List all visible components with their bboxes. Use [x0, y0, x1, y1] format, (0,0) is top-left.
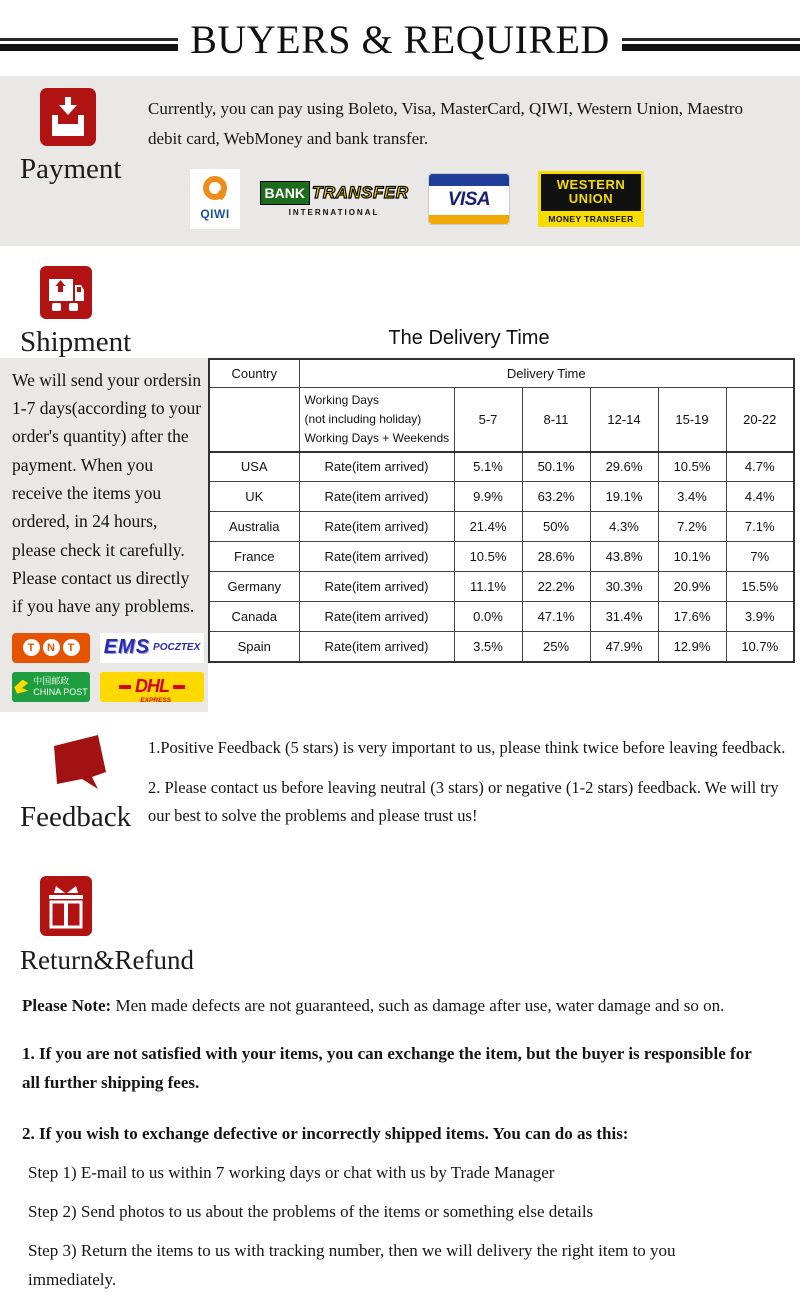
dhl-word: DHL — [135, 676, 169, 697]
bank-transfer-logo — [264, 181, 409, 217]
range-header: 5-7 — [454, 388, 522, 452]
rate-value-cell: 31.4% — [590, 602, 658, 632]
country-cell: Australia — [209, 512, 299, 542]
gift-icon — [40, 876, 800, 941]
working-days-header — [299, 388, 454, 452]
wu-line1: WESTERN — [556, 176, 626, 192]
tnt-letter: N — [43, 639, 60, 656]
delivery-time-header: Delivery Time — [299, 359, 794, 388]
shipment-label: Shipment — [20, 325, 132, 358]
rate-value-cell: 19.1% — [590, 482, 658, 512]
rate-value-cell: 47.1% — [522, 602, 590, 632]
payment-icon-col — [0, 88, 148, 230]
rate-value-cell: 10.5% — [454, 542, 522, 572]
dhl-dash-right — [173, 685, 185, 689]
china-post-cn: 中国邮政 — [33, 676, 70, 687]
country-cell: France — [209, 542, 299, 572]
feedback-icon-col — [0, 732, 148, 834]
rate-value-cell: 5.1% — [454, 452, 522, 482]
rate-value-cell: 43.8% — [590, 542, 658, 572]
wu-line2: UNION — [568, 191, 614, 206]
ems-sub: POCZTEX — [153, 642, 201, 654]
delivery-time-table — [208, 358, 795, 663]
returns-section-header — [0, 876, 800, 976]
international-word: INTERNATIONAL — [288, 207, 380, 217]
bank-word: BANK — [260, 181, 310, 205]
delivery-table-body — [209, 452, 794, 662]
rate-value-cell: 47.9% — [590, 632, 658, 662]
feedback-section — [0, 732, 800, 834]
payment-section — [0, 76, 800, 246]
country-cell: UK — [209, 482, 299, 512]
feedback-point-1: 1.Positive Feedback (5 stars) is very important to us, please think twice before leaving feedback. — [148, 737, 786, 757]
rate-value-cell: 7.1% — [726, 512, 794, 542]
table-row — [209, 482, 794, 512]
china-post-emblem-icon — [14, 680, 28, 694]
page-header — [0, 16, 800, 62]
shipment-section-header — [0, 266, 800, 358]
table-row — [209, 512, 794, 542]
rate-label-cell: Rate(item arrived) — [299, 602, 454, 632]
country-cell: Spain — [209, 632, 299, 662]
please-note-paragraph — [22, 992, 772, 1021]
qiwi-q-icon — [203, 176, 227, 200]
rate-value-cell: 29.6% — [590, 452, 658, 482]
rate-label-cell: Rate(item arrived) — [299, 542, 454, 572]
shipment-icon-col — [0, 266, 148, 358]
shipment-section-body — [0, 358, 800, 712]
feedback-point-2: 2. Please contact us before leaving neutral (3 stars) or negative (1-2 stars) feedback. We will try our best to solve the problems and please trust us! — [148, 777, 779, 826]
rate-label-cell: Rate(item arrived) — [299, 632, 454, 662]
rate-value-cell: 4.4% — [726, 482, 794, 512]
table-row — [209, 542, 794, 572]
range-header: 20-22 — [726, 388, 794, 452]
title-rule-right — [622, 38, 800, 51]
rate-value-cell: 12.9% — [658, 632, 726, 662]
working-days-line: Working Days + Weekends — [304, 430, 450, 445]
dhl-sub: EXPRESS — [140, 697, 171, 705]
returns-step-2: Step 2) Send photos to us about the problems of the items or something else details — [28, 1202, 594, 1222]
returns-step-1: Step 1) E-mail to us within 7 working days or chat with us by Trade Manager — [28, 1163, 555, 1183]
rate-value-cell: 20.9% — [658, 572, 726, 602]
range-header: 12-14 — [590, 388, 658, 452]
page-title: BUYERS & REQUIRED — [190, 16, 610, 62]
working-days-line: (not including holiday) — [304, 411, 422, 426]
rate-value-cell: 63.2% — [522, 482, 590, 512]
returns-step-3: Step 3) Return the items to us with tracking number, then we will delivery the right item to you immediately. — [28, 1240, 676, 1289]
range-header: 15-19 — [658, 388, 726, 452]
speech-bubble-icon — [40, 732, 148, 799]
dhl-dash-left — [119, 685, 131, 689]
rate-label-cell: Rate(item arrived) — [299, 572, 454, 602]
rate-value-cell: 30.3% — [590, 572, 658, 602]
rate-value-cell: 3.9% — [726, 602, 794, 632]
payment-label: Payment — [20, 153, 122, 185]
dhl-logo — [100, 672, 204, 705]
table-row — [209, 632, 794, 662]
shipment-note-text: We will send your ordersin 1-7 days(according to your order's quantity) after the payment. When you receive the items you ordered, in 24 hours, please check it carefully. Please contact us directly if you have any problems. — [12, 369, 202, 617]
tnt-letter: T — [23, 639, 40, 656]
rate-value-cell: 50% — [522, 512, 590, 542]
returns-point-2: 2. If you wish to exchange defective or incorrectly shipped items. You can do as this: — [22, 1124, 629, 1144]
visa-word: VISA — [447, 189, 491, 210]
rate-label-cell: Rate(item arrived) — [299, 482, 454, 512]
rate-value-cell: 25% — [522, 632, 590, 662]
table-row — [209, 452, 794, 482]
feedback-label: Feedback — [20, 800, 132, 833]
table-header-row — [209, 359, 794, 388]
truck-icon — [40, 266, 148, 324]
rate-value-cell: 10.1% — [658, 542, 726, 572]
transfer-word: TRANSFER — [311, 182, 409, 202]
wu-bottom: MONEY TRANSFER — [548, 213, 634, 224]
china-post-en: CHINA POST — [33, 686, 88, 697]
empty-header-cell — [209, 388, 299, 452]
rate-value-cell: 4.3% — [590, 512, 658, 542]
rate-value-cell: 28.6% — [522, 542, 590, 572]
please-note-body: Men made defects are not guaranteed, such as damage after use, water damage and so on. — [111, 995, 725, 1015]
china-post-text — [33, 676, 88, 697]
carrier-logos — [12, 633, 202, 705]
rate-value-cell: 3.4% — [658, 482, 726, 512]
rate-value-cell: 7% — [726, 542, 794, 572]
rate-label-cell: Rate(item arrived) — [299, 452, 454, 482]
delivery-time-title: The Delivery Time — [388, 326, 550, 349]
rate-value-cell: 3.5% — [454, 632, 522, 662]
rate-value-cell: 9.9% — [454, 482, 522, 512]
qiwi-logo — [190, 169, 240, 229]
rate-value-cell: 10.5% — [658, 452, 726, 482]
payment-deposit-icon — [40, 88, 148, 151]
table-subheader-row — [209, 388, 794, 452]
qiwi-word: QIWI — [200, 207, 230, 221]
country-header: Country — [209, 359, 299, 388]
rate-value-cell: 10.7% — [726, 632, 794, 662]
visa-top-band — [429, 174, 509, 186]
rate-value-cell: 15.5% — [726, 572, 794, 602]
shipment-note-box — [0, 358, 208, 712]
returns-label: Return&Refund — [20, 944, 194, 975]
title-rule-left — [0, 38, 178, 51]
visa-bottom-band — [429, 215, 509, 224]
table-row — [209, 572, 794, 602]
returns-point-1: 1. If you are not satisfied with your items, you can exchange the item, but the buyer is responsible for all further shipping fees. — [22, 1044, 752, 1093]
tnt-letter: T — [63, 639, 80, 656]
country-cell: Germany — [209, 572, 299, 602]
payment-description: Currently, you can pay using Boleto, Visa, MasterCard, QIWI, Western Union, Maestro debit card, WebMoney and bank transfer. — [148, 99, 744, 148]
rate-value-cell: 21.4% — [454, 512, 522, 542]
tnt-logo — [12, 633, 90, 663]
rate-value-cell: 11.1% — [454, 572, 522, 602]
china-post-logo — [12, 672, 90, 702]
please-note-prefix: Please Note: — [22, 995, 112, 1015]
rate-value-cell: 7.2% — [658, 512, 726, 542]
country-cell: Canada — [209, 602, 299, 632]
payment-logos — [190, 168, 772, 230]
western-union-logo — [538, 171, 644, 227]
rate-value-cell: 0.0% — [454, 602, 522, 632]
rate-value-cell: 22.2% — [522, 572, 590, 602]
working-days-line: Working Days — [304, 393, 379, 408]
returns-policy-text — [0, 992, 800, 1295]
rate-value-cell: 50.1% — [522, 452, 590, 482]
ems-pocztex-logo — [100, 633, 204, 663]
visa-logo — [428, 173, 510, 225]
range-header: 8-11 — [522, 388, 590, 452]
rate-value-cell: 17.6% — [658, 602, 726, 632]
rate-value-cell: 4.7% — [726, 452, 794, 482]
rate-label-cell: Rate(item arrived) — [299, 512, 454, 542]
country-cell: USA — [209, 452, 299, 482]
ems-word: EMS — [103, 636, 151, 659]
table-row — [209, 602, 794, 632]
